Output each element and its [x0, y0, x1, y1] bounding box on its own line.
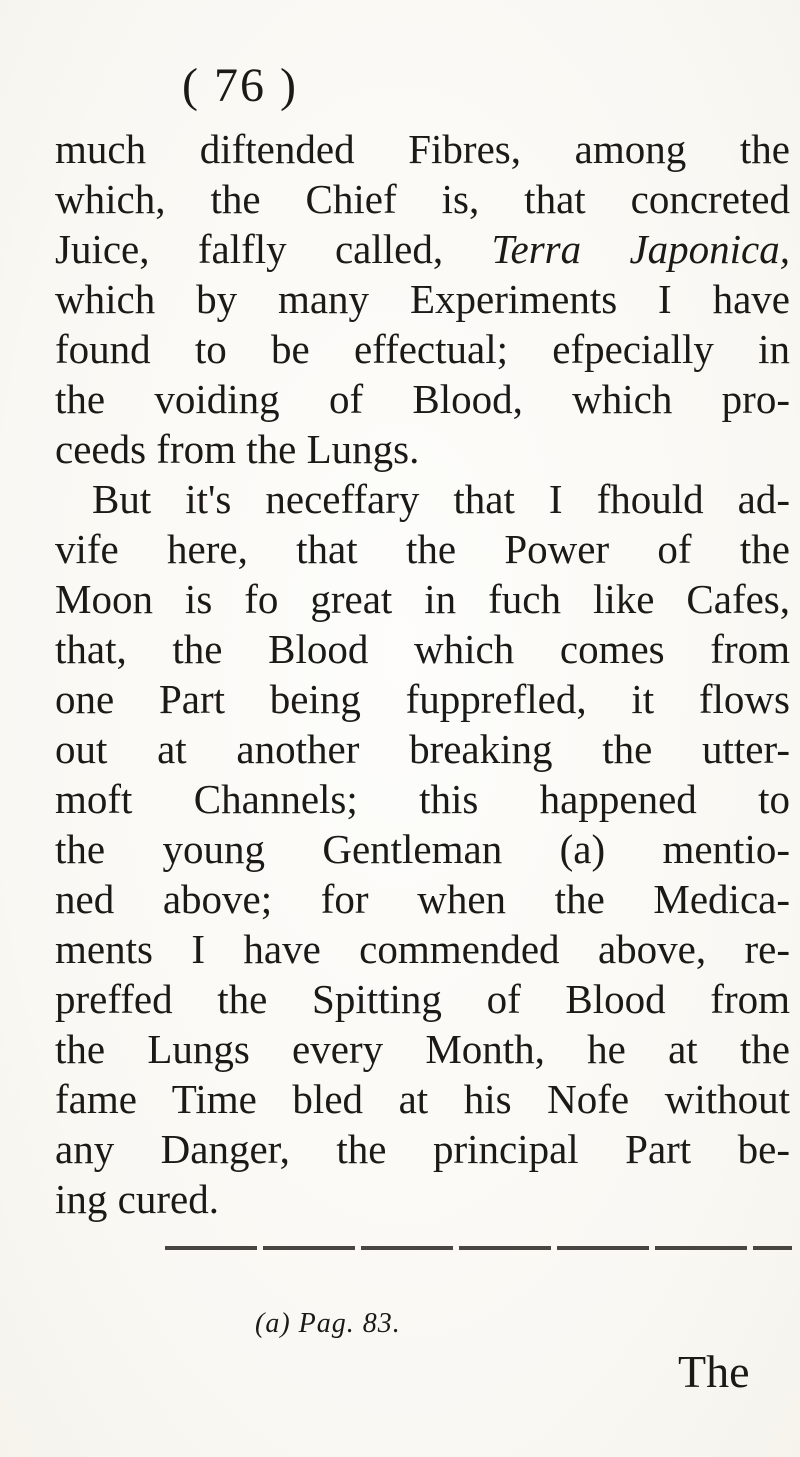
text-line-21: any Danger, the principal Part be-: [55, 1126, 790, 1172]
text-line-14: moft Channels; this happened to: [55, 776, 790, 822]
text-line-12: one Part being fupprefled, it flows: [55, 676, 790, 722]
text-line-5: found to be effectual; efpecially in: [55, 326, 790, 372]
text-line-3: Juice, falfly called, Terra Japonica,: [55, 226, 791, 272]
text-line-15: the young Gentleman (a) mentio-: [55, 826, 790, 872]
footnote: (a) Pag. 83.: [255, 1308, 401, 1339]
text-line-9: vife here, that the Power of the: [55, 526, 790, 572]
text-line-11: that, the Blood which comes from: [55, 626, 790, 672]
text-line-18: preffed the Spitting of Blood from: [55, 976, 790, 1022]
text-line-17: ments I have commended above, re-: [55, 926, 790, 972]
text-line-6: the voiding of Blood, which pro-: [55, 376, 790, 422]
text-line-20: fame Time bled at his Nofe without: [55, 1076, 790, 1122]
text-line-2: which, the Chief is, that concreted: [55, 176, 790, 222]
page-number: ( 76 ): [182, 59, 298, 112]
text-line-10: Moon is fo great in fuch like Cafes,: [55, 576, 790, 622]
text-line-1: much diftended Fibres, among the: [55, 126, 790, 172]
text-line-22: ing cured.: [55, 1176, 219, 1222]
text-line-13: out at another breaking the utter-: [55, 726, 790, 772]
text-line-4: which by many Experiments I have: [55, 276, 790, 322]
terra-japonica-term: Terra Japonica,: [491, 226, 791, 272]
catchword: The: [678, 1346, 750, 1397]
text-line-19: the Lungs every Month, he at the: [55, 1026, 790, 1072]
footnote-rule: [165, 1246, 792, 1250]
text-line-16: ned above; for when the Medica-: [55, 876, 790, 922]
text-line-7: ceeds from the Lungs.: [55, 426, 420, 472]
text-line-8: But it's neceffary that I fhould ad-: [92, 476, 790, 522]
